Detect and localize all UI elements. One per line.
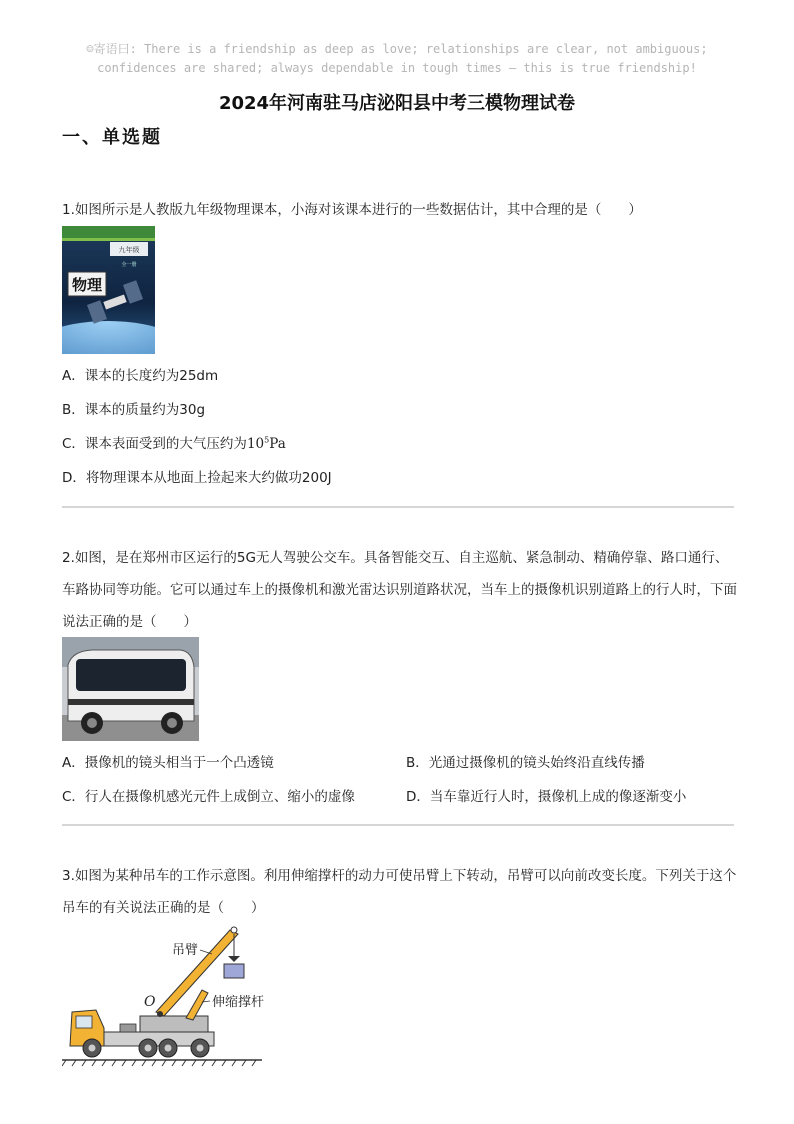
question-1-option-d[interactable]: D．将物理课本从地面上捡起来大约做功200J <box>62 470 332 486</box>
question-2-option-c[interactable]: C．行人在摄像机感光元件上成倒立、缩小的虚像 <box>62 789 355 805</box>
driverless-bus-image <box>62 637 199 741</box>
option-c-base: 10 <box>246 436 265 452</box>
physics-textbook-image <box>62 226 155 354</box>
textbook-grade-label: 九年级 <box>118 246 140 254</box>
bus-icon <box>68 650 194 734</box>
boom-label: 吊臂 <box>172 943 199 958</box>
question-1-option-a[interactable]: A．课本的长度约为25dm <box>62 368 219 384</box>
section-heading: 一、单选题 <box>62 127 162 148</box>
question-2-option-d[interactable]: D．当车靠近行人时，摄像机上成的像逐渐变小 <box>406 789 687 805</box>
textbook-cover-title: 物理 <box>71 276 103 294</box>
question-2-option-b[interactable]: B．光通过摄像机的镜头始终沿直线传播 <box>406 755 645 771</box>
strut-label: 伸缩撑杆 <box>212 995 265 1010</box>
divider <box>62 824 734 826</box>
option-c-text: C．课本表面受到的大气压约为 <box>62 436 247 452</box>
question-1-stem: 1.如图所示是人教版九年级物理课本，小海对该课本进行的一些数据估计，其中合理的是（ ） <box>62 202 642 218</box>
pivot-label: O <box>144 994 156 1010</box>
header-note-line2: confidences are shared; always dependable in tough times — this is true friendship! <box>97 61 697 75</box>
question-1-option-c[interactable] <box>62 432 286 452</box>
textbook-volume-label: 全一册 <box>121 262 137 268</box>
crane-diagram <box>62 920 272 1070</box>
header-note-line1: ☺寄语曰: There is a friendship as deep as love; relationships are clear, not ambiguous; <box>86 42 708 56</box>
question-2-stem: 2.如图，是在郑州市区运行的5G无人驾驶公交车。具备智能交互、自主巡航、紧急制动、精确停靠、路口通行、车路协同等功能。它可以通过车上的摄像机和激光雷达识别道路状况，当车上的摄像机识别道路上的行人时，下面说法正确的是（ ） <box>62 550 737 630</box>
question-2-option-a[interactable]: A．摄像机的镜头相当于一个凸透镜 <box>62 755 274 771</box>
question-1-option-b[interactable]: B．课本的质量约为30g <box>62 402 206 418</box>
question-3-stem: 3.如图为某种吊车的工作示意图。利用伸缩撑杆的动力可使吊臂上下转动，吊臂可以向前改变长度。下列关于这个吊车的有关说法正确的是（ ） <box>62 868 737 916</box>
page-title: 2024年河南驻马店泌阳县中考三模物理试卷 <box>218 93 576 114</box>
option-c-unit: Pa <box>269 436 286 452</box>
option-c-exponent: 5 <box>264 435 270 445</box>
divider <box>62 506 734 508</box>
